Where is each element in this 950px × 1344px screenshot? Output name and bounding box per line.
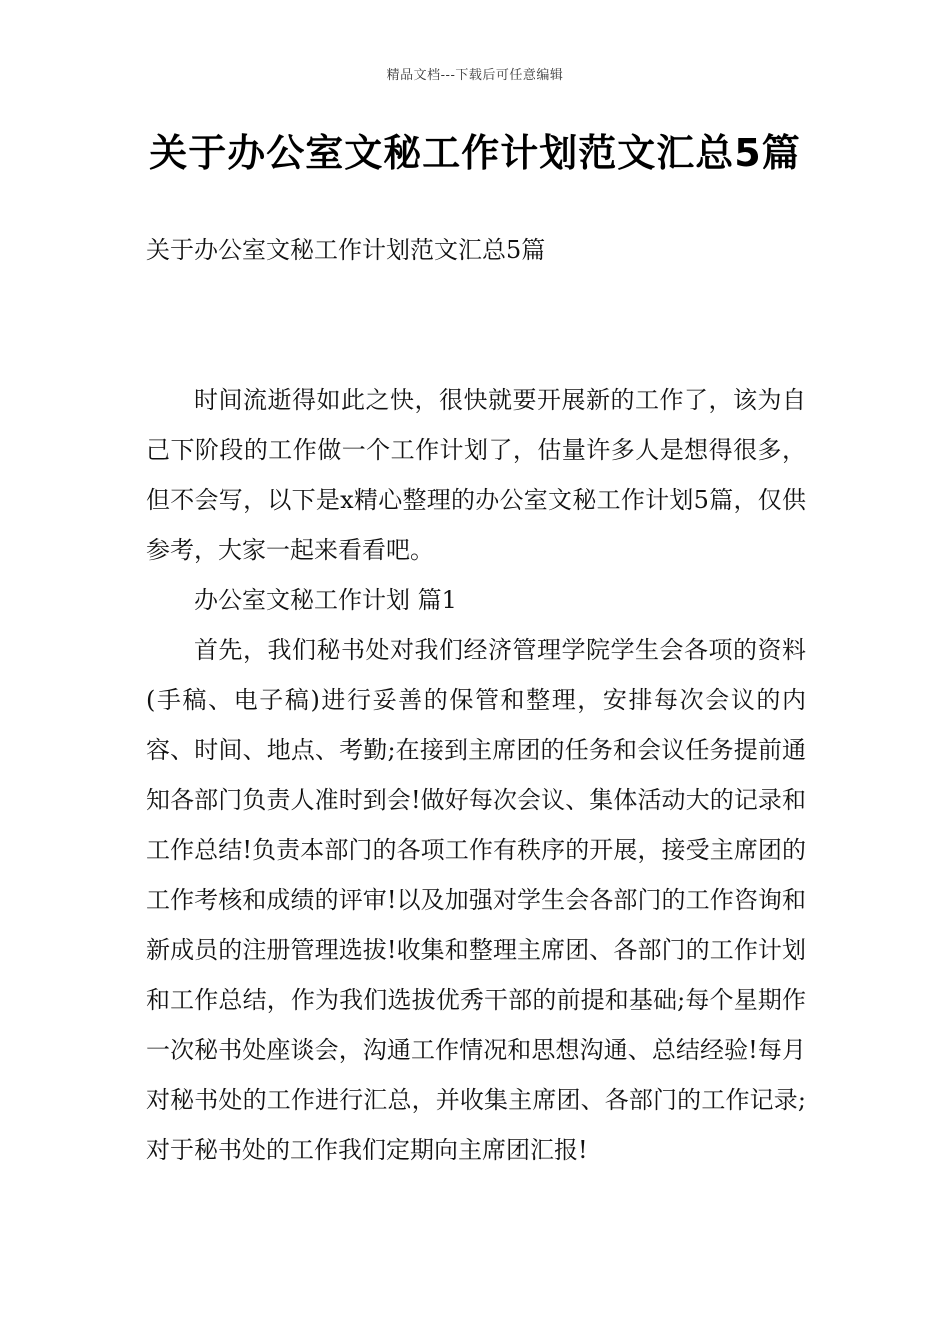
- section-heading: 办公室文秘工作计划 篇1: [194, 586, 457, 614]
- intro-paragraph: 时间流逝得如此之快，很快就要开展新的工作了，该为自己下阶段的工作做一个工作计划了，估量许多人是想得很多，但不会写，以下是x精心整理的办公室文秘工作计划5篇，仅供参考，大家一起来看看吧。: [146, 386, 806, 564]
- document-body: [146, 375, 806, 1175]
- header-note: 精品文档---下载后可任意编辑: [386, 68, 564, 83]
- document-subtitle: 关于办公室文秘工作计划范文汇总5篇: [146, 236, 546, 264]
- body-paragraph: 首先，我们秘书处对我们经济管理学院学生会各项的资料(手稿、电子稿)进行妥善的保管和整理，安排每次会议的内容、时间、地点、考勤;在接到主席团的任务和会议任务提前通知各部门负责人准时到会!做好每次会议、集体活动大的记录和工作总结!负责本部门的各项工作有秩序的开展，接受主席团的工作考核和成绩的评审!以及加强对学生会各部门的工作咨询和新成员的注册管理选拔!收集和整理主席团、各部门的工作计划和工作总结，作为我们选拔优秀干部的前提和基础;每个星期作一次秘书处座谈会，沟通工作情况和思想沟通、总结经验!每月对秘书处的工作进行汇总，并收集主席团、各部门的工作记录;对于秘书处的工作我们定期向主席团汇报!: [146, 636, 806, 1164]
- page-title: 关于办公室文秘工作计划范文汇总5篇: [149, 131, 801, 175]
